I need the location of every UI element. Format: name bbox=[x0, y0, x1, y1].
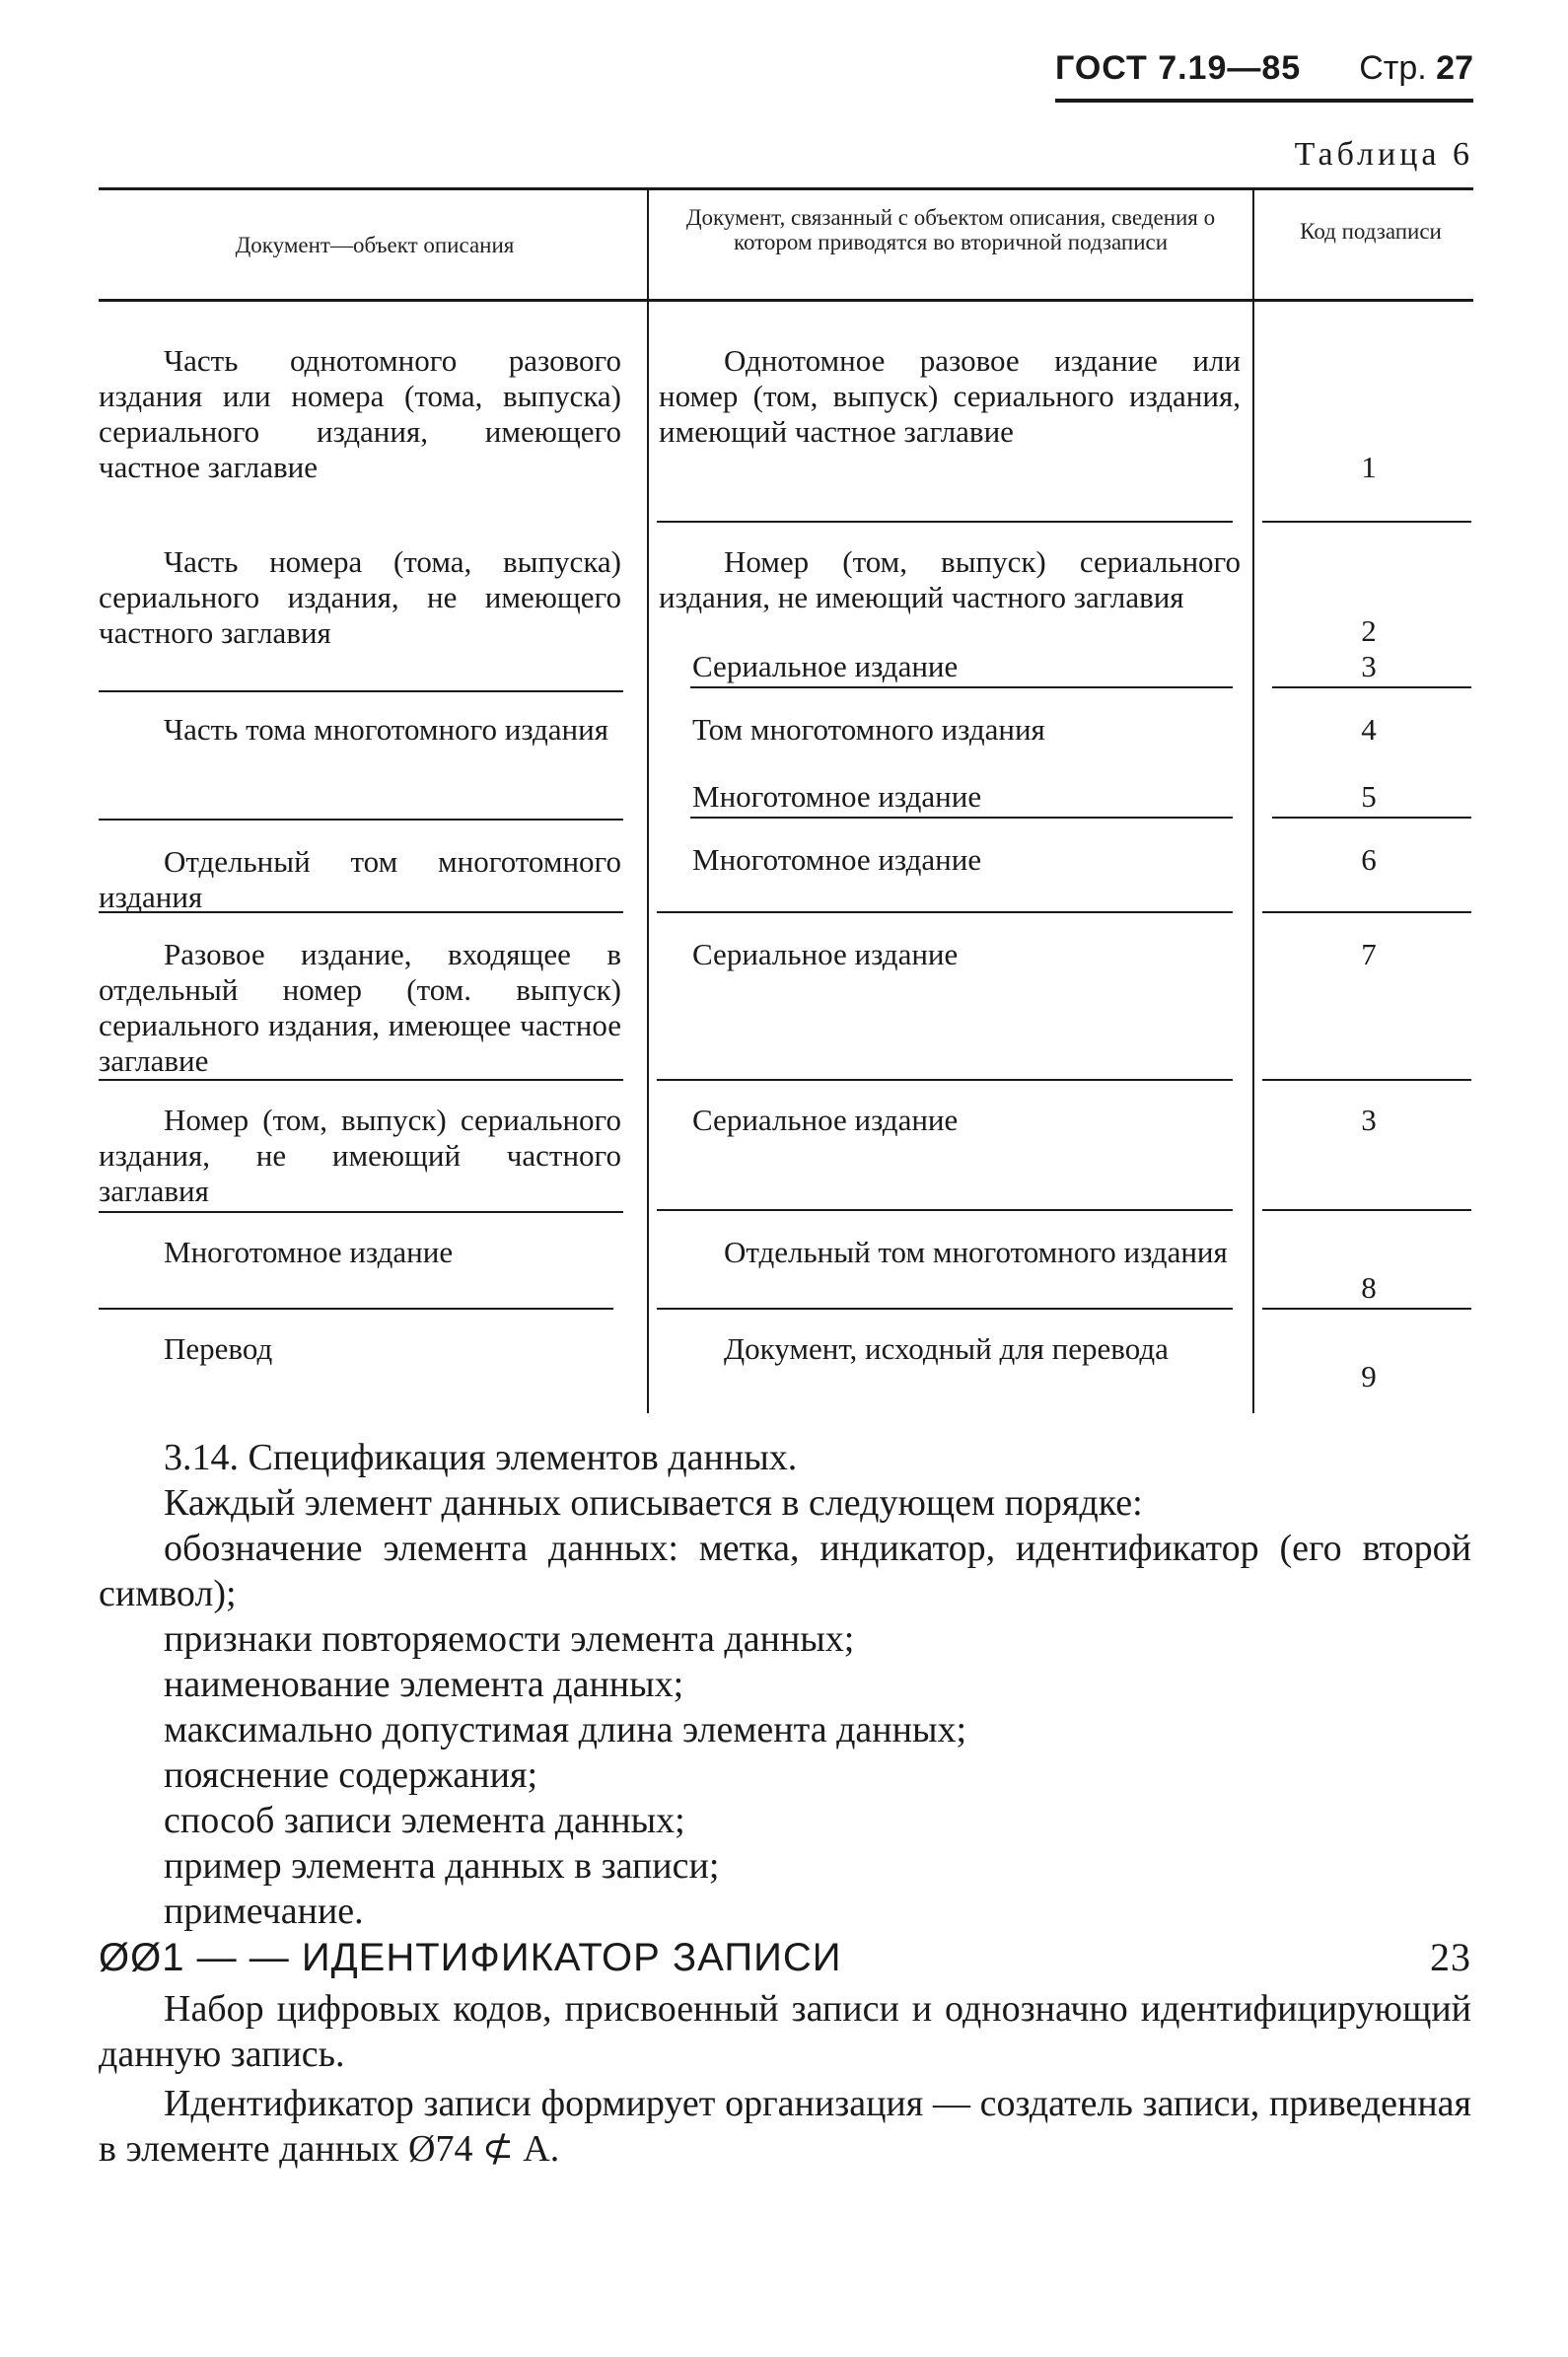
row-7-rule-object bbox=[99, 1308, 613, 1310]
row-7-rule-code bbox=[1262, 1308, 1471, 1310]
row-2-rule-object bbox=[99, 690, 623, 692]
page-header bbox=[1055, 49, 1473, 103]
table-row-5-related: Сериальное издание bbox=[692, 937, 959, 971]
row-5-rule-related bbox=[657, 1079, 1233, 1081]
table-row-7-code: 8 bbox=[1361, 1270, 1377, 1305]
table-row-1-object: Часть однотомного разового издания или номера (тома, выпуска) сериального издания, имеющего частное заглавие bbox=[99, 343, 621, 484]
table-row-6-code: 3 bbox=[1361, 1103, 1377, 1137]
table-row-2-code-2: 3 bbox=[1361, 649, 1377, 683]
spec-item-6: способ записи элемента данных; bbox=[164, 1800, 685, 1841]
table-row-3-code-1: 4 bbox=[1361, 712, 1377, 747]
spec-item-4: максимально допустимая длина элемента данных; bbox=[164, 1709, 967, 1750]
table-row-6-object: Номер (том, выпуск) сериального издания, не имеющий частного заглавия bbox=[99, 1103, 621, 1208]
row-1-rule-related bbox=[657, 521, 1233, 523]
table-row-4-object: Отдельный том многотомного издания bbox=[99, 844, 621, 914]
spec-intro: Каждый элемент данных описывается в следующем порядке: bbox=[164, 1482, 1143, 1524]
row-4-rule-related bbox=[657, 911, 1233, 913]
column-header-related: Документ, связанный с объектом описания, сведения о котором приводятся во вторичной подзаписи bbox=[685, 205, 1216, 254]
table-row-3-object: Часть тома многотомного издания bbox=[164, 712, 608, 747]
spec-title: 3.14. Спецификация элементов данных. bbox=[164, 1437, 798, 1478]
table-row-8-object: Перевод bbox=[164, 1331, 273, 1366]
table-row-1-code: 1 bbox=[1361, 450, 1377, 484]
table-row-5-object: Разовое издание, входящее в отдельный номер (том. выпуск) сериального издания, имеющее частное заглавие bbox=[99, 937, 621, 1078]
spec-item-8: примечание. bbox=[164, 1891, 364, 1932]
table-row-8-related: Документ, исходный для перевода bbox=[724, 1331, 1169, 1366]
element-length: 23 bbox=[1430, 1935, 1471, 1979]
row-3-rule-object bbox=[99, 819, 623, 821]
standard-number: ГОСТ 7.19—85 bbox=[1055, 49, 1302, 87]
row-6-rule-object bbox=[99, 1211, 623, 1213]
row-5-rule-code bbox=[1262, 1079, 1471, 1081]
table-row-3-code-2: 5 bbox=[1361, 779, 1377, 814]
column-divider-2 bbox=[1252, 190, 1254, 1413]
table-row-7-related: Отдельный том многотомного издания bbox=[724, 1235, 1228, 1269]
table-row-4-code: 6 bbox=[1361, 842, 1377, 877]
row-7-rule-related bbox=[657, 1308, 1233, 1310]
table-row-8-code: 9 bbox=[1361, 1359, 1377, 1393]
row-6-rule-code bbox=[1262, 1209, 1471, 1211]
row-3-rule-related bbox=[690, 817, 1233, 819]
element-heading: ØØ1 — — ИДЕНТИФИКАТОР ЗАПИСИ bbox=[99, 1936, 842, 1979]
table-row-2-related: Номер (том, выпуск) сериального издания, не имеющий частного заглавия bbox=[659, 544, 1241, 614]
row-2-rule-code bbox=[1272, 686, 1471, 688]
spec-item-7: пример элемента данных в записи; bbox=[164, 1845, 720, 1887]
element-heading-row bbox=[99, 1933, 1471, 1982]
row-5-rule-object bbox=[99, 1079, 623, 1081]
spec-item-2: признаки повторяемости элемента данных; bbox=[164, 1618, 855, 1660]
column-header-code: Код подзаписи bbox=[1300, 219, 1442, 244]
table-row-2-related-2: Сериальное издание bbox=[692, 649, 959, 683]
page-number: 27 bbox=[1436, 49, 1473, 87]
table-row-6-related: Сериальное издание bbox=[692, 1103, 959, 1137]
table-row-2-object: Часть номера (тома, выпуска) сериального издания, не имеющего частного заглавия bbox=[99, 544, 621, 650]
element-description-1: Набор цифровых кодов, присвоенный записи и однозначно идентифицирующий данную запись. bbox=[99, 1988, 1471, 2075]
spec-item-3: наименование элемента данных; bbox=[164, 1664, 684, 1705]
page-label: Стр. bbox=[1359, 49, 1427, 87]
column-header-object: Документ—объект описания bbox=[235, 233, 515, 257]
spec-item-1: обозначение элемента данных: метка, индикатор, идентификатор (его второй символ); bbox=[99, 1528, 1471, 1614]
table-row-5-code: 7 bbox=[1361, 937, 1377, 971]
row-6-rule-related bbox=[657, 1209, 1233, 1211]
row-4-rule-object bbox=[99, 911, 623, 913]
table-row-4-related: Многотомное издание bbox=[692, 842, 982, 877]
spec-item-5: пояснение содержания; bbox=[164, 1754, 537, 1796]
table-row-3-related-2: Многотомное издание bbox=[692, 779, 982, 814]
row-1-rule-code bbox=[1262, 521, 1471, 523]
element-description-2: Идентификатор записи формирует организация — создатель записи, приведенная в элементе данных Ø74 ⊄ А. bbox=[99, 2083, 1471, 2170]
table-top-rule bbox=[99, 187, 1473, 190]
table-title: Таблица 6 bbox=[1294, 136, 1473, 173]
column-divider-1 bbox=[647, 190, 649, 1413]
row-3-rule-code bbox=[1272, 817, 1471, 819]
table-row-7-object: Многотомное издание bbox=[164, 1235, 454, 1269]
table-row-3-related-1: Том многотомного издания bbox=[692, 712, 1045, 747]
table-row-2-code-1: 2 bbox=[1361, 613, 1377, 648]
row-4-rule-code bbox=[1262, 911, 1471, 913]
row-2-rule-related bbox=[690, 686, 1233, 688]
table-row-1-related: Однотомное разовое издание или номер (том, выпуск) сериального издания, имеющий частное заглавие bbox=[659, 343, 1241, 449]
table-header-rule bbox=[99, 299, 1473, 302]
page-number-label bbox=[1359, 49, 1473, 88]
